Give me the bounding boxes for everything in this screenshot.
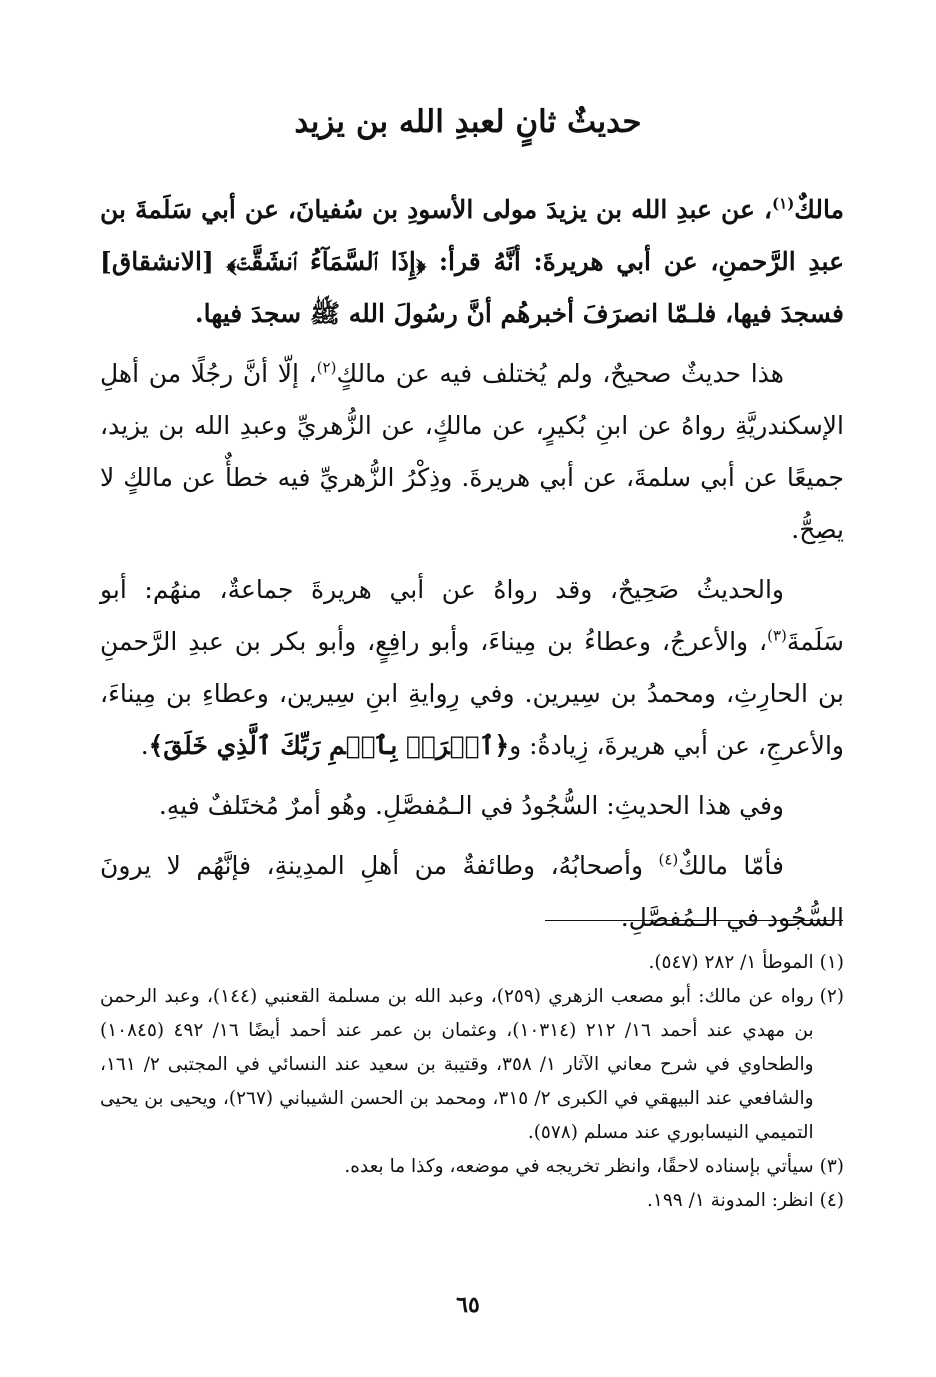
hadith-chain: ، عن عبدِ الله بن يزيدَ مولى الأسودِ بن سُفيانَ، عن أبي سَلَمةَ بن عبدِ الرَّحمنِ، عن أبي هريرةَ: أنَّهُ قرأ: — [100, 195, 845, 276]
commentary-text: هذا حديثٌ صحيحٌ، ولم يُختلف فيه عن مالكٍ — [336, 359, 784, 388]
footnote-number: (٢) — [819, 986, 844, 1007]
commentary-text: والحديثُ صَحِيحٌ، وقد رواهُ عن أبي هريرةَ جماعةٌ، منهُم: أبو سَلَمةَ — [100, 575, 844, 656]
commentary-text: ، إلّا أنَّ رجُلًا من أهلِ الإسكندريَّةِ رواهُ عن ابنِ بُكيرٍ، عن مالكٍ، عن الزُّهريِّ وعبدِ الله بن يزيد، جميعًا عن أبي سلمةَ، عن أبي هريرةَ. وذِكْرُ الزُّهريِّ فيه خطأٌ عن مالكٍ لا يصِحُّ. — [100, 359, 844, 544]
footnote-text: رواه عن مالك: أبو مصعب الزهري (٢٥٩)، وعبد الله بن مسلمة القعنبي (١٤٤)، وعبد الرحمن بن مهدي عند أحمد ١٦/ ٢١٢ (١٠٣١٤)، وعثمان بن عمر عند أحمد أيضًا ١٦/ ٤٩٢ (١٠٨٤٥) والطحاوي في شرح معاني الآثار ١/ ٣٥٨، وقتيبة بن سعيد عند النسائي في المجتبى ٢/ ١٦١، والشافعي عند البيهقي في الكبرى ٢/ ٣١٥، ومحمد بن الحسن الشيباني (٢٦٧)، ويحيى بن يحيى التميمي النيسابوري عند مسلم (٥٧٨). — [100, 986, 814, 1143]
footnote-text: انظر: المدونة ١/ ١٩٩. — [647, 1190, 814, 1211]
footnote-1 — [100, 946, 844, 980]
commentary-text: فأمّا مالكٌ — [678, 851, 785, 880]
footnote-number: (٣) — [819, 1156, 844, 1177]
hadith-paragraph — [100, 184, 844, 340]
section-title: حديثٌ ثانٍ لعبدِ الله بن يزيد — [294, 104, 642, 140]
page-number: ٦٥ — [456, 1292, 480, 1318]
hadith-text-end: [الانشقاق] فسجدَ فيها، فلـمّا انصرَفَ أخبرهُم أنَّ رسُولَ الله ﷺ سجدَ فيها. — [100, 247, 844, 328]
footnote-4 — [100, 1184, 844, 1218]
quran-verse: ﴿إِذَا ٱلسَّمَآءُ ٱنشَقَّتۡ﴾ — [226, 247, 427, 276]
commentary-paragraph-1 — [100, 348, 844, 556]
commentary-paragraph-2 — [100, 564, 844, 772]
footnote-ref-2[interactable]: (٢) — [316, 358, 337, 377]
footnote-text: سيأتي بإسناده لاحقًا، وانظر تخريجه في موضعه، وكذا ما بعده. — [344, 1156, 814, 1177]
commentary-text: ، والأعرجُ، وعطاءُ بن مِيناءَ، وأبو رافِعٍ، وأبو بكر بن عبدِ الرَّحمنِ بن الحارِثِ، ومحمدُ بن سِيرين. وفي رِوايةِ ابنِ سِيرين، وعطاءِ بن مِيناءَ، والأعرجِ، عن أبي هريرةَ، زِيادةُ: و — [100, 627, 844, 760]
footnote-number: (١) — [819, 952, 844, 973]
commentary-paragraph-4 — [100, 840, 844, 944]
footnote-text: الموطأ ١/ ٢٨٢ (٥٤٧). — [648, 952, 814, 973]
footnote-ref-1[interactable]: (١) — [772, 194, 795, 213]
main-text — [100, 184, 844, 944]
footnote-ref-4[interactable]: (٤) — [658, 850, 679, 869]
narrator-name: مالكٌ — [794, 195, 844, 224]
footnote-ref-3[interactable]: (٣) — [767, 626, 787, 645]
commentary-text: . — [140, 731, 149, 760]
footnotes — [100, 946, 844, 1218]
quran-verse: ﴿ٱقۡرَأۡ بِٱسۡمِ رَبِّكَ ٱلَّذِي خَلَقَ﴾ — [148, 731, 510, 760]
footnote-3 — [100, 1150, 844, 1184]
commentary-text: وأصحابُهُ، وطائفةٌ من أهلِ المدِينةِ، فإنَّهُم لا يرونَ السُّجُود في الـمُفصَّلِ. — [100, 851, 844, 932]
footnote-2 — [100, 980, 844, 1150]
commentary-paragraph-3: وفي هذا الحديثِ: السُّجُودُ في الـمُفصَّلِ. وهُو أمرٌ مُختَلفٌ فيهِ. — [158, 791, 784, 820]
footnote-divider — [545, 920, 843, 921]
footnote-number: (٤) — [819, 1190, 844, 1211]
